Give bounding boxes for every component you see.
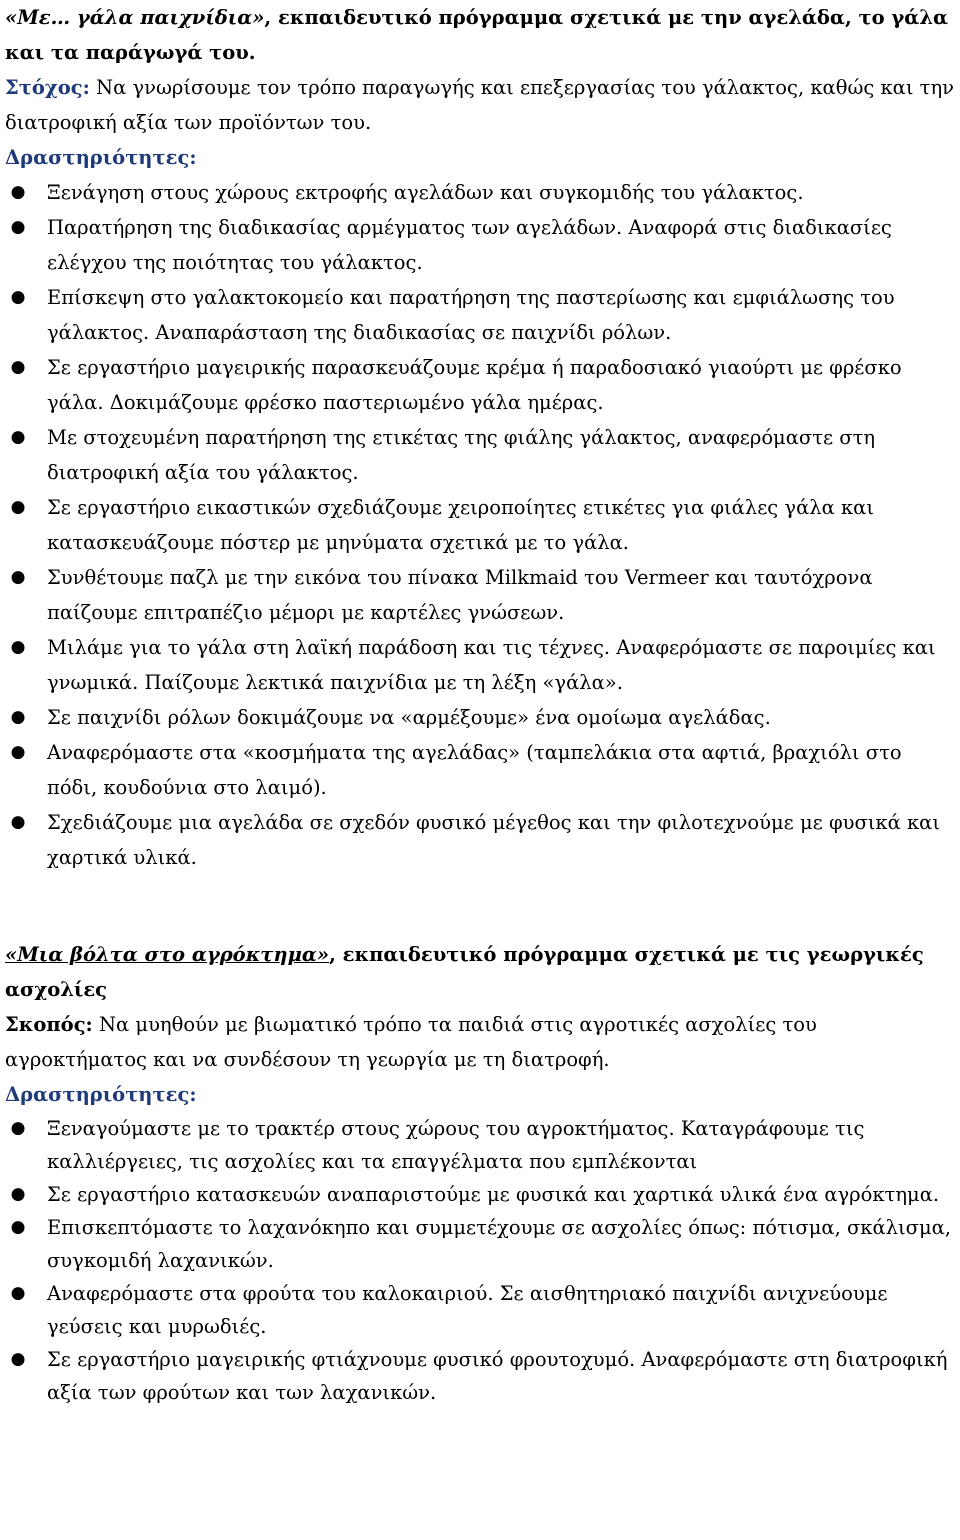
bullet-dot-icon: ● [10,1349,26,1369]
program-farm-title [5,937,954,1007]
activities-label: Δραστηριότητες: [5,146,197,169]
list-item-text: Σε παιχνίδι ρόλων δοκιμάζουμε να «αρμέξουμε» ένα ομοίωμα αγελάδας. [47,706,771,729]
list-item [5,350,954,420]
list-item [5,700,954,735]
list-item-text: Ξεναγούμαστε με το τρακτέρ στους χώρους του αγροκτήματος. Καταγράφουμε τις καλλιέργειες, τις ασχολίες και τα επαγγέλματα που εμπλέκονται [47,1117,865,1173]
bullet-dot-icon: ● [10,357,26,377]
program-milk-activities-list [5,175,954,875]
bullet-dot-icon: ● [10,707,26,727]
goal-text: Να γνωρίσουμε τον τρόπο παραγωγής και επεξεργασίας του γάλακτος, καθώς και την διατροφική αξία των προϊόντων του. [5,76,955,134]
list-item [5,1112,954,1178]
bullet-dot-icon: ● [10,497,26,517]
program-farm-purpose [5,1007,954,1077]
list-item [5,560,954,630]
bullet-dot-icon: ● [10,1184,26,1204]
list-item-text: Σε εργαστήριο κατασκευών αναπαριστούμε με φυσικά και χαρτικά υλικά ένα αγρόκτημα. [47,1183,940,1206]
list-item-text: Αναφερόμαστε στα «κοσμήματα της αγελάδας» (ταμπελάκια στα αφτιά, βραχιόλι στο πόδι, κουδούνια στο λαιμό). [47,741,902,799]
list-item [5,1211,954,1277]
list-item-text: Μιλάμε για το γάλα στη λαϊκή παράδοση και τις τέχνες. Αναφερόμαστε σε παροιμίες και γνωμικά. Παίζουμε λεκτικά παιχνίδια με τη λέξη «γάλα». [47,636,936,694]
list-item-text: Σε εργαστήριο μαγειρικής παρασκευάζουμε κρέμα ή παραδοσιακό γιαούρτι με φρέσκο γάλα. Δοκιμάζουμε φρέσκο παστεριωμένο γάλα ημέρας. [47,356,902,414]
list-item-text: Σε εργαστήριο μαγειρικής φτιάχνουμε φυσικό φρουτοχυμό. Αναφερόμαστε στη διατροφική αξία των φρούτων και των λαχανικών. [47,1348,948,1404]
bullet-dot-icon: ● [10,1217,26,1237]
list-item-text: Σε εργαστήριο εικαστικών σχεδιάζουμε χειροποίητες ετικέτες για φιάλες γάλα και κατασκευάζουμε πόστερ με μηνύματα σχετικά με το γάλα. [47,496,874,554]
bullet-dot-icon: ● [10,427,26,447]
program-farm-title-name: «Μια βόλτα στο αγρόκτημα» [5,943,330,966]
list-item [5,210,954,280]
list-item [5,630,954,700]
program-milk-title-name: «Με… γάλα παιχνίδια» [5,6,265,29]
bullet-dot-icon: ● [10,637,26,657]
program-milk-goal [5,70,954,140]
purpose-text: Να μυηθούν με βιωματικό τρόπο τα παιδιά στις αγροτικές ασχολίες του αγροκτήματος και να συνδέσουν τη γεωργία με τη διατροφή. [5,1013,817,1071]
list-item [5,1277,954,1343]
bullet-dot-icon: ● [10,1118,26,1138]
list-item [5,1178,954,1211]
list-item [5,420,954,490]
bullet-dot-icon: ● [10,217,26,237]
program-farm-activities-heading [5,1077,954,1112]
bullet-dot-icon: ● [10,182,26,202]
bullet-dot-icon: ● [10,567,26,587]
list-item-text: Με στοχευμένη παρατήρηση της ετικέτας της φιάλης γάλακτος, αναφερόμαστε στη διατροφική αξία του γάλακτος. [47,426,876,484]
list-item [5,735,954,805]
program-farm-section [0,937,960,1409]
activities-label: Δραστηριότητες: [5,1083,197,1106]
list-item-text: Σχεδιάζουμε μια αγελάδα σε σχεδόν φυσικό μέγεθος και την φιλοτεχνούμε με φυσικά και χαρτικά υλικά. [47,811,940,869]
list-item [5,805,954,875]
list-item-text: Αναφερόμαστε στα φρούτα του καλοκαιριού. Σε αισθητηριακό παιχνίδι ανιχνεύουμε γεύσεις και μυρωδιές. [47,1282,888,1338]
list-item-text: Συνθέτουμε παζλ με την εικόνα του πίνακα Milkmaid του Vermeer και ταυτόχρονα παίζουμε επιτραπέζιο μέμορι με καρτέλες γνώσεων. [47,566,873,624]
list-item [5,280,954,350]
list-item-text: Παρατήρηση της διαδικασίας αρμέγματος των αγελάδων. Αναφορά στις διαδικασίες ελέγχου της ποιότητας του γάλακτος. [47,216,892,274]
list-item [5,1343,954,1409]
list-item-text: Επίσκεψη στο γαλακτοκομείο και παρατήρηση της παστερίωσης και εμφιάλωσης του γάλακτος. Αναπαράσταση της διαδικασίας σε παιχνίδι ρόλων. [47,286,895,344]
list-item [5,175,954,210]
bullet-dot-icon: ● [10,287,26,307]
bullet-dot-icon: ● [10,1283,26,1303]
program-milk-title-rest: , εκπαιδευτικό πρόγραμμα σχετικά με την αγελάδα, το γάλα και τα παράγωγά του. [5,6,948,64]
program-milk-activities-heading [5,140,954,175]
bullet-dot-icon: ● [10,812,26,832]
program-farm-title-rest: , εκπαιδευτικό πρόγραμμα σχετικά με τις γεωργικές ασχολίες [5,943,924,1001]
goal-label: Στόχος: [5,76,90,99]
purpose-label: Σκοπός: [5,1013,93,1036]
list-item-text: Επισκεπτόμαστε το λαχανόκηπο και συμμετέχουμε σε ασχολίες όπως: πότισμα, σκάλισμα, συγκομιδή λαχανικών. [47,1216,952,1272]
list-item [5,490,954,560]
list-item-text: Ξενάγηση στους χώρους εκτροφής αγελάδων και συγκομιδής του γάλακτος. [47,181,804,204]
program-farm-activities-list [5,1112,954,1409]
bullet-dot-icon: ● [10,742,26,762]
program-milk-title [5,0,954,70]
